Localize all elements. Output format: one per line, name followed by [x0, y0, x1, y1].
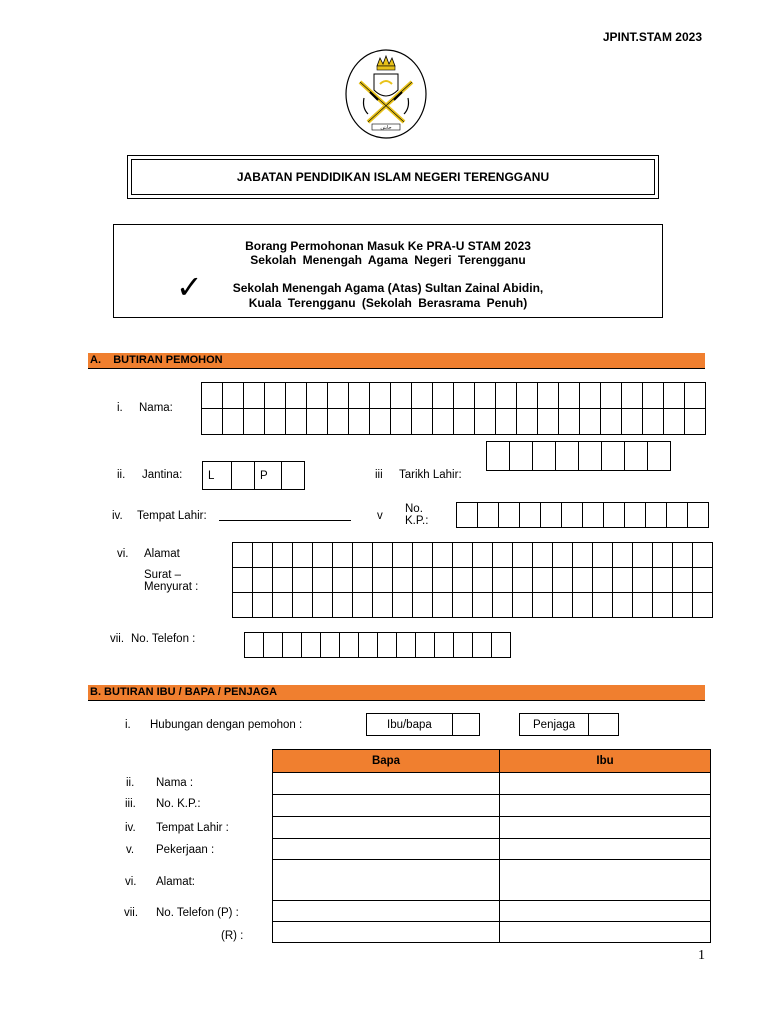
- char-box[interactable]: [553, 593, 573, 618]
- char-box[interactable]: [340, 633, 359, 658]
- char-box[interactable]: [370, 409, 391, 435]
- column-header-bapa: Bapa: [273, 750, 500, 773]
- char-box[interactable]: [393, 568, 413, 593]
- char-box[interactable]: [473, 593, 493, 618]
- char-box[interactable]: [538, 383, 559, 409]
- char-box[interactable]: [412, 409, 433, 435]
- char-box[interactable]: [202, 383, 223, 409]
- crest-scroll-text: جابتن: [380, 125, 392, 131]
- nama-label: Nama:: [139, 402, 173, 414]
- char-box[interactable]: [373, 543, 393, 568]
- char-box[interactable]: [349, 409, 370, 435]
- char-box[interactable]: [633, 568, 653, 593]
- jantina-grid: [202, 461, 305, 490]
- char-box[interactable]: [673, 543, 693, 568]
- char-box[interactable]: [653, 568, 673, 593]
- tarikh-number: iii: [375, 469, 383, 481]
- char-box[interactable]: [233, 543, 253, 568]
- char-box[interactable]: [673, 568, 693, 593]
- char-box[interactable]: [453, 543, 473, 568]
- row-label: Nama :: [156, 777, 194, 789]
- char-box[interactable]: [416, 633, 435, 658]
- nokp-number: v: [377, 510, 383, 522]
- char-box[interactable]: [493, 543, 513, 568]
- char-box[interactable]: [593, 593, 613, 618]
- char-box[interactable]: [685, 383, 706, 409]
- char-box[interactable]: [573, 593, 593, 618]
- char-box[interactable]: [473, 543, 493, 568]
- char-box[interactable]: [601, 383, 622, 409]
- char-box[interactable]: [293, 543, 313, 568]
- char-box[interactable]: [593, 543, 613, 568]
- char-box[interactable]: [643, 383, 664, 409]
- char-box[interactable]: [253, 593, 273, 618]
- row-number: v.: [126, 844, 135, 856]
- ibu-telefon-r-cell[interactable]: [500, 922, 711, 943]
- tempat-label: Tempat Lahir:: [137, 510, 207, 522]
- char-box[interactable]: [413, 568, 433, 593]
- char-box[interactable]: [583, 503, 604, 528]
- char-box[interactable]: [664, 383, 685, 409]
- telefon-grid[interactable]: [244, 632, 511, 658]
- char-box[interactable]: [693, 543, 713, 568]
- alamat-label-1: Alamat: [144, 548, 180, 560]
- jantina-p-label: P: [255, 462, 282, 490]
- char-box[interactable]: [313, 593, 333, 618]
- char-box[interactable]: [664, 409, 685, 435]
- char-box[interactable]: [604, 503, 625, 528]
- char-box[interactable]: [625, 503, 646, 528]
- char-box[interactable]: [633, 593, 653, 618]
- hubungan-label: Hubungan dengan pemohon :: [150, 719, 303, 731]
- char-box[interactable]: [475, 383, 496, 409]
- char-box[interactable]: [454, 633, 473, 658]
- row-number: vii.: [124, 907, 139, 919]
- tempat-number: iv.: [112, 510, 123, 522]
- char-box[interactable]: [580, 383, 601, 409]
- char-box[interactable]: [520, 503, 541, 528]
- char-box[interactable]: [559, 383, 580, 409]
- row-label: Tempat Lahir :: [156, 822, 229, 834]
- char-box[interactable]: [646, 503, 667, 528]
- department-title: JABATAN PENDIDIKAN ISLAM NEGERI TERENGGANU: [131, 159, 655, 195]
- char-box[interactable]: [435, 633, 454, 658]
- char-box[interactable]: [293, 593, 313, 618]
- char-box[interactable]: [601, 409, 622, 435]
- char-box[interactable]: [353, 543, 373, 568]
- char-box[interactable]: [433, 568, 453, 593]
- hubungan-number: i.: [125, 719, 131, 731]
- char-box[interactable]: [517, 409, 538, 435]
- column-header-ibu: Ibu: [500, 750, 711, 773]
- char-box[interactable]: [653, 543, 673, 568]
- char-box[interactable]: [533, 568, 553, 593]
- jantina-l-box[interactable]: [232, 462, 255, 490]
- char-box[interactable]: [349, 383, 370, 409]
- alamat-label-3: Menyurat :: [144, 581, 199, 593]
- department-title-box: [127, 155, 659, 199]
- char-box[interactable]: [633, 543, 653, 568]
- char-box[interactable]: [653, 593, 673, 618]
- form-title-line1: Borang Permohonan Masuk Ke PRA-U STAM 2023: [245, 239, 531, 253]
- alamat-label-2: Surat –: [144, 569, 182, 581]
- char-box[interactable]: [478, 503, 499, 528]
- row-number: iii.: [125, 798, 136, 810]
- char-box[interactable]: [321, 633, 340, 658]
- char-box[interactable]: [313, 568, 333, 593]
- char-box[interactable]: [454, 409, 475, 435]
- char-box[interactable]: [333, 593, 353, 618]
- char-box[interactable]: [265, 383, 286, 409]
- ibu-nama-cell[interactable]: [500, 773, 711, 795]
- ibu-pekerjaan-cell[interactable]: [500, 839, 711, 860]
- char-box[interactable]: [393, 593, 413, 618]
- ibubapa-label: Ibu/bapa: [367, 714, 453, 736]
- char-box[interactable]: [223, 383, 244, 409]
- char-box[interactable]: [593, 568, 613, 593]
- tarikh-label: Tarikh Lahir:: [399, 469, 462, 481]
- char-box[interactable]: [283, 633, 302, 658]
- char-box[interactable]: [643, 409, 664, 435]
- char-box[interactable]: [513, 568, 533, 593]
- char-box[interactable]: [273, 543, 293, 568]
- char-box[interactable]: [693, 568, 713, 593]
- telefon-label: No. Telefon :: [131, 633, 196, 645]
- char-box[interactable]: [333, 568, 353, 593]
- tarikh-lahir-grid[interactable]: [486, 441, 671, 471]
- row-label: No. K.P.:: [156, 798, 201, 810]
- char-box[interactable]: [492, 633, 511, 658]
- char-box[interactable]: [553, 543, 573, 568]
- char-box[interactable]: [391, 409, 412, 435]
- hubungan-penjaga-option: [519, 713, 619, 736]
- nokp-grid[interactable]: [456, 502, 709, 528]
- char-box[interactable]: [493, 593, 513, 618]
- char-box[interactable]: [473, 633, 492, 658]
- char-box[interactable]: [517, 383, 538, 409]
- char-box[interactable]: [673, 593, 693, 618]
- nokp-label-1: No.: [405, 503, 423, 515]
- row-label: Alamat:: [156, 876, 195, 888]
- char-box[interactable]: [541, 503, 562, 528]
- school-name-line2: Kuala Terengganu (Sekolah Berasrama Penuh): [248, 296, 528, 310]
- char-box[interactable]: [625, 442, 648, 471]
- char-box[interactable]: [559, 409, 580, 435]
- form-title-line2: Sekolah Menengah Agama Negeri Terengganu: [250, 253, 526, 267]
- section-b-header: [88, 685, 705, 701]
- form-info-box: [113, 224, 663, 318]
- bapa-nokp-cell[interactable]: [273, 795, 500, 817]
- section-b-title: B. BUTIRAN IBU / BAPA / PENJAGA: [90, 686, 278, 698]
- char-box[interactable]: [244, 383, 265, 409]
- char-box[interactable]: [613, 568, 633, 593]
- row-number: iv.: [125, 822, 136, 834]
- row-label: Pekerjaan :: [156, 844, 215, 856]
- char-box[interactable]: [244, 409, 265, 435]
- char-box[interactable]: [353, 568, 373, 593]
- char-box[interactable]: [499, 503, 520, 528]
- ibu-alamat-cell[interactable]: [500, 860, 711, 901]
- parent-details-table: [272, 749, 711, 943]
- char-box[interactable]: [556, 442, 579, 471]
- document-code: JPINT.STAM 2023: [602, 30, 702, 44]
- char-box[interactable]: [370, 383, 391, 409]
- char-box[interactable]: [307, 383, 328, 409]
- char-box[interactable]: [253, 568, 273, 593]
- char-box[interactable]: [378, 633, 397, 658]
- nama-number: i.: [117, 402, 123, 414]
- char-box[interactable]: [313, 543, 333, 568]
- jantina-label: Jantina:: [142, 469, 183, 481]
- penjaga-label: Penjaga: [520, 714, 589, 736]
- char-box[interactable]: [475, 409, 496, 435]
- char-box[interactable]: [433, 543, 453, 568]
- char-box[interactable]: [413, 543, 433, 568]
- char-box[interactable]: [433, 409, 454, 435]
- char-box[interactable]: [580, 409, 601, 435]
- section-a-title: A. BUTIRAN PEMOHON: [90, 354, 223, 366]
- char-box[interactable]: [373, 568, 393, 593]
- char-box[interactable]: [302, 633, 321, 658]
- char-box[interactable]: [433, 383, 454, 409]
- char-box[interactable]: [648, 442, 671, 471]
- char-box[interactable]: [579, 442, 602, 471]
- alamat-number: vi.: [117, 548, 129, 560]
- checkmark-icon: ✓: [176, 268, 203, 306]
- ibu-tempat-cell[interactable]: [500, 817, 711, 839]
- char-box[interactable]: [496, 383, 517, 409]
- char-box[interactable]: [510, 442, 533, 471]
- char-box[interactable]: [223, 409, 244, 435]
- char-box[interactable]: [233, 593, 253, 618]
- char-box[interactable]: [453, 593, 473, 618]
- char-box[interactable]: [538, 409, 559, 435]
- char-box[interactable]: [688, 503, 709, 528]
- char-box[interactable]: [333, 543, 353, 568]
- char-box[interactable]: [202, 409, 223, 435]
- school-name-line1: Sekolah Menengah Agama (Atas) Sultan Zainal Abidin,: [232, 281, 544, 295]
- char-box[interactable]: [273, 568, 293, 593]
- char-box[interactable]: [513, 543, 533, 568]
- row-number: vi.: [125, 876, 137, 888]
- char-box[interactable]: [553, 568, 573, 593]
- bapa-alamat-cell[interactable]: [273, 860, 500, 901]
- char-box[interactable]: [454, 383, 475, 409]
- char-box[interactable]: [622, 383, 643, 409]
- char-box[interactable]: [253, 543, 273, 568]
- bapa-telefon-r-cell[interactable]: [273, 922, 500, 943]
- char-box[interactable]: [667, 503, 688, 528]
- alamat-grid[interactable]: [232, 542, 713, 618]
- telefon-number: vii.: [110, 633, 125, 645]
- char-box[interactable]: [359, 633, 378, 658]
- char-box[interactable]: [273, 593, 293, 618]
- jantina-l-label: L: [203, 462, 232, 490]
- char-box[interactable]: [353, 593, 373, 618]
- jantina-number: ii.: [117, 469, 126, 481]
- ibu-telefon-p-cell[interactable]: [500, 901, 711, 922]
- char-box[interactable]: [573, 543, 593, 568]
- char-box[interactable]: [233, 568, 253, 593]
- section-a-header: [88, 353, 705, 369]
- char-box[interactable]: [307, 409, 328, 435]
- char-box[interactable]: [413, 593, 433, 618]
- char-box[interactable]: [328, 409, 349, 435]
- bapa-pekerjaan-cell[interactable]: [273, 839, 500, 860]
- char-box[interactable]: [397, 633, 416, 658]
- char-box[interactable]: [533, 543, 553, 568]
- char-box[interactable]: [286, 409, 307, 435]
- char-box[interactable]: [264, 633, 283, 658]
- state-crest-logo: [344, 48, 428, 140]
- char-box[interactable]: [493, 568, 513, 593]
- char-box[interactable]: [433, 593, 453, 618]
- char-box[interactable]: [373, 593, 393, 618]
- char-box[interactable]: [613, 593, 633, 618]
- nokp-label-2: K.P.:: [405, 515, 429, 527]
- char-box[interactable]: [533, 593, 553, 618]
- char-box[interactable]: [487, 442, 510, 471]
- char-box[interactable]: [602, 442, 625, 471]
- char-box[interactable]: [391, 383, 412, 409]
- char-box[interactable]: [245, 633, 264, 658]
- char-box[interactable]: [685, 409, 706, 435]
- char-box[interactable]: [293, 568, 313, 593]
- char-box[interactable]: [533, 442, 556, 471]
- char-box[interactable]: [286, 383, 307, 409]
- penjaga-box[interactable]: [589, 714, 619, 736]
- char-box[interactable]: [622, 409, 643, 435]
- hubungan-ibubapa-option: [366, 713, 480, 736]
- char-box[interactable]: [393, 543, 413, 568]
- char-box[interactable]: [573, 568, 593, 593]
- nama-grid[interactable]: [201, 382, 706, 435]
- char-box[interactable]: [457, 503, 478, 528]
- char-box[interactable]: [473, 568, 493, 593]
- tempat-lahir-line[interactable]: [219, 508, 351, 521]
- char-box[interactable]: [513, 593, 533, 618]
- char-box[interactable]: [453, 568, 473, 593]
- char-box[interactable]: [265, 409, 286, 435]
- page-number: 1: [698, 948, 705, 963]
- char-box[interactable]: [693, 593, 713, 618]
- char-box[interactable]: [496, 409, 517, 435]
- bapa-nama-cell[interactable]: [273, 773, 500, 795]
- row-number: ii.: [126, 777, 135, 789]
- bapa-tempat-cell[interactable]: [273, 817, 500, 839]
- char-box[interactable]: [412, 383, 433, 409]
- row-label: (R) :: [221, 930, 244, 942]
- char-box[interactable]: [562, 503, 583, 528]
- char-box[interactable]: [328, 383, 349, 409]
- char-box[interactable]: [613, 543, 633, 568]
- ibubapa-box[interactable]: [453, 714, 480, 736]
- row-label: No. Telefon (P) :: [156, 907, 239, 919]
- ibu-nokp-cell[interactable]: [500, 795, 711, 817]
- jantina-p-box[interactable]: [282, 462, 305, 490]
- bapa-telefon-p-cell[interactable]: [273, 901, 500, 922]
